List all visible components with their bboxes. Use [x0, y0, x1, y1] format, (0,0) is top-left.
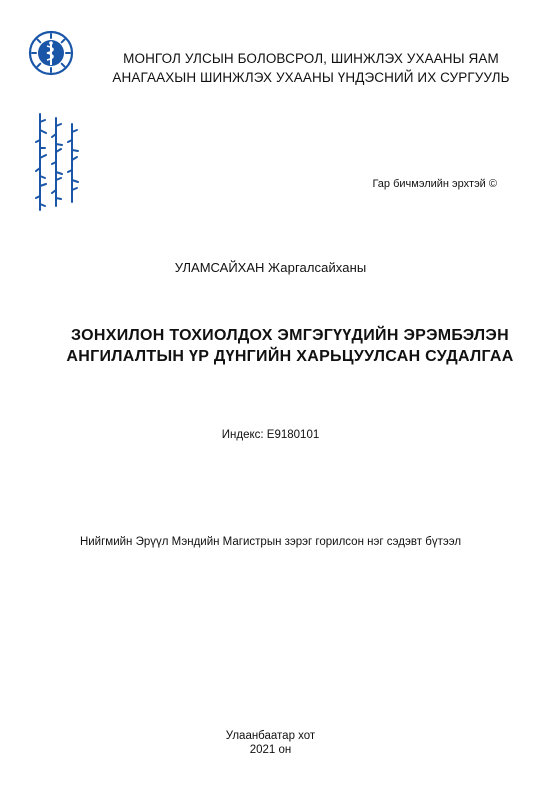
thesis-title-line-2: АНГИЛАЛТЫН ҮР ДҮНГИЙН ХАРЬЦУУЛСАН СУДАЛГАА: [66, 348, 514, 365]
degree-statement: Нийгмийн Эрүүл Мэндийн Магистрын зэрэг горилсон нэг сэдэвт бүтээл: [79, 536, 462, 548]
university-emblem-icon: [28, 30, 74, 76]
place-and-year: [0, 729, 541, 757]
university-name: АНАГААХЫН ШИНЖЛЭХ УХААНЫ ҮНДЭСНИЙ ИХ СУРГУУЛЬ: [112, 70, 510, 85]
thesis-title: [40, 325, 540, 367]
copyright-notice: Гар бичмэлийн эрхтэй ©: [372, 178, 497, 190]
thesis-title-line-1: ЗОНХИЛОН ТОХИОЛДОХ ЭМГЭГҮҮДИЙН ЭРЭМБЭЛЭН: [71, 327, 509, 344]
year: 2021 он: [249, 744, 292, 756]
author-given-name: Жаргалсайханы: [268, 260, 367, 275]
author-name: [0, 260, 541, 275]
author-family-name: УЛАМСАЙХАН: [174, 260, 265, 275]
mongolian-script-icon: [30, 110, 84, 218]
index-code: Индекс: E9180101: [221, 429, 320, 441]
institution-header: [96, 49, 526, 87]
ministry-name: МОНГОЛ УЛСЫН БОЛОВСРОЛ, ШИНЖЛЭХ УХААНЫ ЯАМ: [123, 51, 499, 66]
place-name: Улаанбаатар хот: [225, 730, 316, 742]
